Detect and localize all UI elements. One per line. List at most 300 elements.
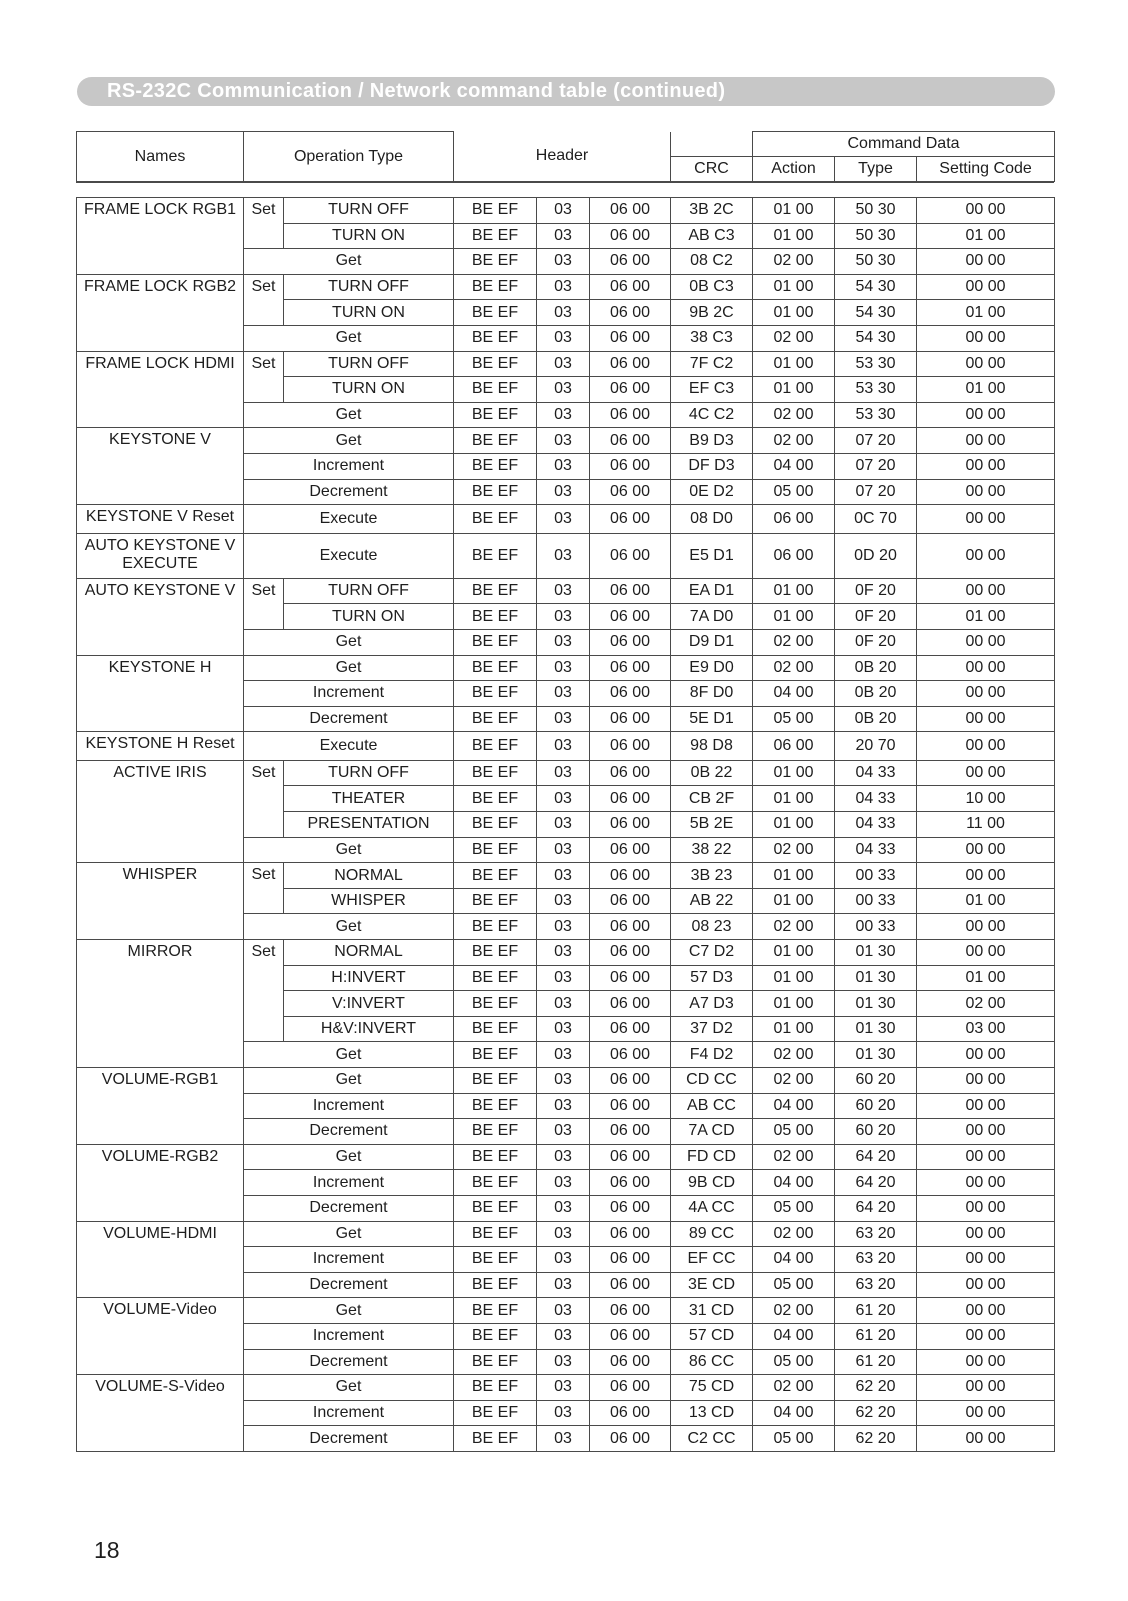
cell-h2: 03 xyxy=(537,300,590,326)
cell-h2: 03 xyxy=(537,1375,590,1401)
cell-h1: BE EF xyxy=(454,1221,537,1247)
operation-type: TURN ON xyxy=(284,300,454,326)
operation-type: Get xyxy=(244,1042,454,1068)
cell-h2: 03 xyxy=(537,1042,590,1068)
cell-h2: 03 xyxy=(537,1119,590,1145)
operation-type: Decrement xyxy=(244,1119,454,1145)
command-name: VOLUME-S-Video xyxy=(77,1375,244,1452)
operation-type: Execute xyxy=(244,533,454,578)
cell-type: 00 33 xyxy=(835,888,917,914)
cell-h1: BE EF xyxy=(454,1144,537,1170)
cell-type: 61 20 xyxy=(835,1349,917,1375)
cell-h1: BE EF xyxy=(454,1400,537,1426)
cell-crc: 89 CC xyxy=(671,1221,753,1247)
cell-h3: 06 00 xyxy=(590,888,671,914)
cell-h3: 06 00 xyxy=(590,1323,671,1349)
operation-type: Get xyxy=(244,249,454,275)
cell-action: 04 00 xyxy=(753,1323,835,1349)
cell-type: 0F 20 xyxy=(835,629,917,655)
cell-h3: 06 00 xyxy=(590,786,671,812)
cell-type: 01 30 xyxy=(835,1042,917,1068)
cell-action: 01 00 xyxy=(753,760,835,786)
operation-type: PRESENTATION xyxy=(284,812,454,838)
cell-h1: BE EF xyxy=(454,1375,537,1401)
table-row xyxy=(77,533,1055,578)
cell-action: 05 00 xyxy=(753,706,835,732)
cell-h1: BE EF xyxy=(454,1426,537,1452)
cell-action: 02 00 xyxy=(753,1068,835,1094)
cell-h2: 03 xyxy=(537,914,590,940)
cell-crc: 7A CD xyxy=(671,1119,753,1145)
cell-h1: BE EF xyxy=(454,578,537,604)
cell-type: 01 30 xyxy=(835,1016,917,1042)
cell-h2: 03 xyxy=(537,604,590,630)
cell-action: 01 00 xyxy=(753,300,835,326)
cell-h1: BE EF xyxy=(454,629,537,655)
cell-action: 06 00 xyxy=(753,533,835,578)
cell-code: 00 00 xyxy=(917,914,1055,940)
cell-h3: 06 00 xyxy=(590,274,671,300)
cell-code: 01 00 xyxy=(917,604,1055,630)
cell-code: 00 00 xyxy=(917,732,1055,761)
cell-code: 00 00 xyxy=(917,1093,1055,1119)
cell-h3: 06 00 xyxy=(590,1068,671,1094)
command-name: VOLUME-RGB2 xyxy=(77,1144,244,1221)
cell-h2: 03 xyxy=(537,1400,590,1426)
cell-type: 50 30 xyxy=(835,223,917,249)
operation-type: Increment xyxy=(244,1093,454,1119)
cell-crc: 7F C2 xyxy=(671,351,753,377)
cell-h1: BE EF xyxy=(454,604,537,630)
cell-type: 60 20 xyxy=(835,1119,917,1145)
cell-crc: 8F D0 xyxy=(671,681,753,707)
cell-action: 01 00 xyxy=(753,274,835,300)
cell-crc: FD CD xyxy=(671,1144,753,1170)
table-row xyxy=(77,1144,1055,1170)
table-row xyxy=(77,578,1055,604)
cell-action: 01 00 xyxy=(753,940,835,966)
cell-crc: 0B C3 xyxy=(671,274,753,300)
cell-code: 00 00 xyxy=(917,274,1055,300)
operation-type: Get xyxy=(244,402,454,428)
cell-code: 00 00 xyxy=(917,655,1055,681)
cell-h2: 03 xyxy=(537,629,590,655)
cell-code: 00 00 xyxy=(917,249,1055,275)
page-number: 18 xyxy=(94,1537,120,1563)
table-row xyxy=(77,760,1055,786)
cell-type: 07 20 xyxy=(835,479,917,505)
cell-crc: 9B 2C xyxy=(671,300,753,326)
command-name: FRAME LOCK RGB2 xyxy=(77,274,244,351)
cell-action: 05 00 xyxy=(753,1426,835,1452)
cell-h2: 03 xyxy=(537,706,590,732)
cell-h2: 03 xyxy=(537,223,590,249)
cell-h1: BE EF xyxy=(454,965,537,991)
command-name: AUTO KEYSTONE V EXECUTE xyxy=(77,533,244,578)
operation-type: H:INVERT xyxy=(284,965,454,991)
operation-type: Get xyxy=(244,1298,454,1324)
cell-crc: C2 CC xyxy=(671,1426,753,1452)
cell-action: 04 00 xyxy=(753,1400,835,1426)
cell-type: 53 30 xyxy=(835,351,917,377)
cell-action: 02 00 xyxy=(753,1375,835,1401)
cell-action: 01 00 xyxy=(753,965,835,991)
cell-crc: CD CC xyxy=(671,1068,753,1094)
cell-h1: BE EF xyxy=(454,786,537,812)
cell-crc: B9 D3 xyxy=(671,428,753,454)
table-row xyxy=(77,351,1055,377)
operation-type: Get xyxy=(244,1221,454,1247)
cell-h3: 06 00 xyxy=(590,1298,671,1324)
cell-h2: 03 xyxy=(537,1298,590,1324)
cell-crc: 9B CD xyxy=(671,1170,753,1196)
cell-action: 01 00 xyxy=(753,991,835,1017)
operation-type: TURN ON xyxy=(284,604,454,630)
cell-code: 00 00 xyxy=(917,837,1055,863)
cell-code: 00 00 xyxy=(917,1400,1055,1426)
cell-h2: 03 xyxy=(537,351,590,377)
operation-type: TURN OFF xyxy=(284,351,454,377)
cell-action: 01 00 xyxy=(753,812,835,838)
operation-type: Decrement xyxy=(244,706,454,732)
table-row xyxy=(77,274,1055,300)
cell-h1: BE EF xyxy=(454,888,537,914)
cell-crc: 5E D1 xyxy=(671,706,753,732)
cell-crc: DF D3 xyxy=(671,453,753,479)
cell-h1: BE EF xyxy=(454,1349,537,1375)
operation-set: Set xyxy=(244,198,284,249)
cell-type: 64 20 xyxy=(835,1144,917,1170)
cell-h3: 06 00 xyxy=(590,1119,671,1145)
cell-type: 64 20 xyxy=(835,1170,917,1196)
header-rule xyxy=(76,182,1054,183)
cell-h3: 06 00 xyxy=(590,1375,671,1401)
cell-code: 00 00 xyxy=(917,1221,1055,1247)
cell-h3: 06 00 xyxy=(590,837,671,863)
cell-action: 04 00 xyxy=(753,1093,835,1119)
cell-h1: BE EF xyxy=(454,223,537,249)
cell-code: 00 00 xyxy=(917,325,1055,351)
cell-h1: BE EF xyxy=(454,1093,537,1119)
cell-action: 01 00 xyxy=(753,377,835,403)
cell-action: 02 00 xyxy=(753,1221,835,1247)
cell-h2: 03 xyxy=(537,479,590,505)
col-crc: CRC xyxy=(671,157,753,182)
operation-type: Get xyxy=(244,837,454,863)
cell-crc: 86 CC xyxy=(671,1349,753,1375)
cell-crc: 08 23 xyxy=(671,914,753,940)
cell-code: 00 00 xyxy=(917,479,1055,505)
cell-action: 04 00 xyxy=(753,681,835,707)
cell-h3: 06 00 xyxy=(590,655,671,681)
cell-crc: CB 2F xyxy=(671,786,753,812)
command-name: FRAME LOCK RGB1 xyxy=(77,198,244,275)
operation-type: Increment xyxy=(244,1323,454,1349)
cell-code: 00 00 xyxy=(917,428,1055,454)
operation-type: Get xyxy=(244,655,454,681)
cell-h2: 03 xyxy=(537,1093,590,1119)
cell-h1: BE EF xyxy=(454,760,537,786)
cell-crc: D9 D1 xyxy=(671,629,753,655)
cell-h1: BE EF xyxy=(454,837,537,863)
operation-set: Set xyxy=(244,863,284,914)
cell-h1: BE EF xyxy=(454,655,537,681)
cell-h1: BE EF xyxy=(454,505,537,534)
cell-action: 01 00 xyxy=(753,863,835,889)
cell-action: 01 00 xyxy=(753,223,835,249)
operation-type: Execute xyxy=(244,505,454,534)
cell-h2: 03 xyxy=(537,274,590,300)
cell-h1: BE EF xyxy=(454,1298,537,1324)
cell-crc: AB C3 xyxy=(671,223,753,249)
cell-code: 00 00 xyxy=(917,940,1055,966)
cell-code: 00 00 xyxy=(917,706,1055,732)
cell-type: 0F 20 xyxy=(835,604,917,630)
operation-type: Get xyxy=(244,1068,454,1094)
cell-type: 63 20 xyxy=(835,1247,917,1273)
cell-h3: 06 00 xyxy=(590,732,671,761)
cell-crc: 4C C2 xyxy=(671,402,753,428)
cell-code: 00 00 xyxy=(917,1144,1055,1170)
table-row xyxy=(77,655,1055,681)
operation-type: Execute xyxy=(244,732,454,761)
cell-h3: 06 00 xyxy=(590,812,671,838)
cell-type: 54 30 xyxy=(835,325,917,351)
cell-type: 50 30 xyxy=(835,249,917,275)
command-name: KEYSTONE V Reset xyxy=(77,505,244,534)
cell-h2: 03 xyxy=(537,249,590,275)
operation-type: Get xyxy=(244,325,454,351)
cell-h3: 06 00 xyxy=(590,1042,671,1068)
section-banner xyxy=(77,77,1055,106)
cell-crc: 13 CD xyxy=(671,1400,753,1426)
cell-code: 01 00 xyxy=(917,223,1055,249)
cell-h3: 06 00 xyxy=(590,1272,671,1298)
cell-crc: E5 D1 xyxy=(671,533,753,578)
cell-code: 00 00 xyxy=(917,453,1055,479)
cell-h2: 03 xyxy=(537,578,590,604)
cell-h1: BE EF xyxy=(454,1042,537,1068)
command-name: KEYSTONE V xyxy=(77,428,244,505)
cell-h3: 06 00 xyxy=(590,453,671,479)
operation-type: Increment xyxy=(244,681,454,707)
cell-action: 01 00 xyxy=(753,351,835,377)
cell-h2: 03 xyxy=(537,991,590,1017)
cell-code: 00 00 xyxy=(917,1042,1055,1068)
cell-h2: 03 xyxy=(537,1170,590,1196)
cell-h2: 03 xyxy=(537,505,590,534)
cell-code: 01 00 xyxy=(917,965,1055,991)
cell-action: 01 00 xyxy=(753,578,835,604)
cell-h3: 06 00 xyxy=(590,1144,671,1170)
cell-crc: 38 22 xyxy=(671,837,753,863)
cell-type: 54 30 xyxy=(835,300,917,326)
cell-h3: 06 00 xyxy=(590,578,671,604)
cell-h1: BE EF xyxy=(454,914,537,940)
cell-h1: BE EF xyxy=(454,300,537,326)
operation-type: Get xyxy=(244,1375,454,1401)
cell-h1: BE EF xyxy=(454,1068,537,1094)
command-name: KEYSTONE H Reset xyxy=(77,732,244,761)
cell-h2: 03 xyxy=(537,681,590,707)
cell-action: 01 00 xyxy=(753,888,835,914)
cell-type: 00 33 xyxy=(835,863,917,889)
cell-type: 04 33 xyxy=(835,812,917,838)
operation-type: Decrement xyxy=(244,1272,454,1298)
cell-h3: 06 00 xyxy=(590,991,671,1017)
cell-action: 01 00 xyxy=(753,604,835,630)
cell-h3: 06 00 xyxy=(590,479,671,505)
cell-type: 63 20 xyxy=(835,1221,917,1247)
cell-crc: 08 C2 xyxy=(671,249,753,275)
cell-code: 00 00 xyxy=(917,533,1055,578)
cell-h1: BE EF xyxy=(454,533,537,578)
operation-type: TURN OFF xyxy=(284,274,454,300)
cell-action: 05 00 xyxy=(753,1119,835,1145)
cell-h2: 03 xyxy=(537,940,590,966)
cell-type: 63 20 xyxy=(835,1272,917,1298)
cell-crc: AB CC xyxy=(671,1093,753,1119)
cell-h3: 06 00 xyxy=(590,223,671,249)
col-operation-type: Operation Type xyxy=(244,132,454,182)
cell-type: 07 20 xyxy=(835,428,917,454)
cell-crc: EF C3 xyxy=(671,377,753,403)
operation-type: Decrement xyxy=(244,1195,454,1221)
cell-code: 00 00 xyxy=(917,578,1055,604)
cell-type: 53 30 xyxy=(835,402,917,428)
cell-h1: BE EF xyxy=(454,428,537,454)
cell-h3: 06 00 xyxy=(590,1349,671,1375)
cell-type: 0B 20 xyxy=(835,706,917,732)
table-row xyxy=(77,505,1055,534)
col-setting-code: Setting Code xyxy=(917,157,1055,182)
cell-type: 61 20 xyxy=(835,1323,917,1349)
cell-h3: 06 00 xyxy=(590,402,671,428)
operation-type: H&V:INVERT xyxy=(284,1016,454,1042)
cell-h3: 06 00 xyxy=(590,1016,671,1042)
operation-type: Decrement xyxy=(244,1349,454,1375)
cell-crc: 5B 2E xyxy=(671,812,753,838)
cell-h3: 06 00 xyxy=(590,198,671,224)
cell-action: 02 00 xyxy=(753,402,835,428)
command-name: AUTO KEYSTONE V xyxy=(77,578,244,655)
cell-h3: 06 00 xyxy=(590,940,671,966)
cell-h3: 06 00 xyxy=(590,325,671,351)
command-name: FRAME LOCK HDMI xyxy=(77,351,244,428)
cell-action: 02 00 xyxy=(753,629,835,655)
cell-h2: 03 xyxy=(537,1426,590,1452)
cell-h1: BE EF xyxy=(454,1170,537,1196)
cell-crc: 98 D8 xyxy=(671,732,753,761)
cell-h2: 03 xyxy=(537,1247,590,1273)
cell-code: 00 00 xyxy=(917,198,1055,224)
cell-h1: BE EF xyxy=(454,402,537,428)
cell-code: 00 00 xyxy=(917,863,1055,889)
cell-type: 04 33 xyxy=(835,837,917,863)
cell-h2: 03 xyxy=(537,428,590,454)
cell-type: 0B 20 xyxy=(835,655,917,681)
cell-action: 01 00 xyxy=(753,786,835,812)
operation-type: NORMAL xyxy=(284,940,454,966)
cell-code: 00 00 xyxy=(917,1349,1055,1375)
cell-action: 02 00 xyxy=(753,325,835,351)
operation-type: Get xyxy=(244,914,454,940)
cell-crc: 31 CD xyxy=(671,1298,753,1324)
section-title: RS-232C Communication / Network command table (continued) xyxy=(107,80,726,102)
cell-h2: 03 xyxy=(537,760,590,786)
cell-action: 05 00 xyxy=(753,1195,835,1221)
table-row xyxy=(77,940,1055,966)
cell-h1: BE EF xyxy=(454,732,537,761)
cell-h3: 06 00 xyxy=(590,706,671,732)
cell-crc: A7 D3 xyxy=(671,991,753,1017)
cell-h1: BE EF xyxy=(454,1247,537,1273)
cell-h3: 06 00 xyxy=(590,1093,671,1119)
cell-h2: 03 xyxy=(537,402,590,428)
cell-h1: BE EF xyxy=(454,453,537,479)
cell-action: 05 00 xyxy=(753,1272,835,1298)
cell-code: 01 00 xyxy=(917,377,1055,403)
cell-h3: 06 00 xyxy=(590,629,671,655)
cell-h1: BE EF xyxy=(454,812,537,838)
cell-code: 01 00 xyxy=(917,888,1055,914)
cell-action: 06 00 xyxy=(753,505,835,534)
cell-crc: 75 CD xyxy=(671,1375,753,1401)
cell-action: 04 00 xyxy=(753,1247,835,1273)
header-blank xyxy=(671,132,753,157)
cell-type: 0B 20 xyxy=(835,681,917,707)
cell-h1: BE EF xyxy=(454,863,537,889)
operation-type: THEATER xyxy=(284,786,454,812)
cell-h3: 06 00 xyxy=(590,681,671,707)
cell-action: 04 00 xyxy=(753,1170,835,1196)
cell-h2: 03 xyxy=(537,1016,590,1042)
cell-h3: 06 00 xyxy=(590,965,671,991)
operation-set: Set xyxy=(244,351,284,402)
cell-h1: BE EF xyxy=(454,1272,537,1298)
cell-type: 50 30 xyxy=(835,198,917,224)
operation-type: Increment xyxy=(244,1247,454,1273)
cell-code: 00 00 xyxy=(917,351,1055,377)
operation-type: TURN ON xyxy=(284,377,454,403)
operation-set: Set xyxy=(244,578,284,629)
cell-code: 00 00 xyxy=(917,402,1055,428)
cell-crc: F4 D2 xyxy=(671,1042,753,1068)
cell-h3: 06 00 xyxy=(590,300,671,326)
cell-action: 02 00 xyxy=(753,1298,835,1324)
operation-type: Increment xyxy=(244,1170,454,1196)
cell-action: 02 00 xyxy=(753,428,835,454)
cell-code: 00 00 xyxy=(917,1170,1055,1196)
cell-h3: 06 00 xyxy=(590,505,671,534)
cell-action: 02 00 xyxy=(753,655,835,681)
cell-type: 01 30 xyxy=(835,965,917,991)
cell-code: 00 00 xyxy=(917,760,1055,786)
cell-code: 11 00 xyxy=(917,812,1055,838)
operation-type: NORMAL xyxy=(284,863,454,889)
cell-h3: 06 00 xyxy=(590,604,671,630)
operation-type: TURN ON xyxy=(284,223,454,249)
operation-set: Set xyxy=(244,760,284,837)
table-row xyxy=(77,1298,1055,1324)
cell-action: 06 00 xyxy=(753,732,835,761)
command-name: KEYSTONE H xyxy=(77,655,244,732)
cell-code: 00 00 xyxy=(917,1195,1055,1221)
col-action: Action xyxy=(753,157,835,182)
col-names: Names xyxy=(77,132,244,182)
cell-crc: 37 D2 xyxy=(671,1016,753,1042)
cell-h2: 03 xyxy=(537,377,590,403)
